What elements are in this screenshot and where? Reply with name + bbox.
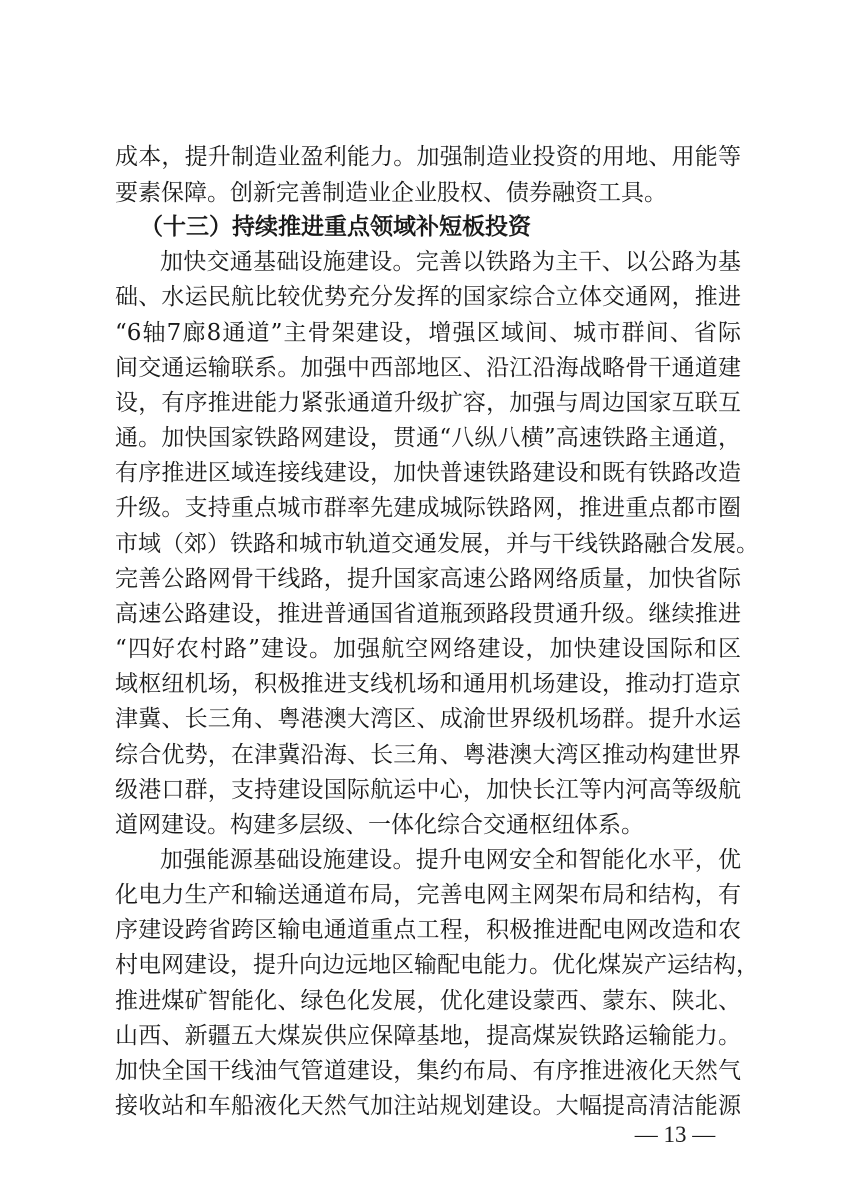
page-number: — 13 — xyxy=(634,1122,716,1147)
text-line: 级港口群，支持建设国际航运中心，加快长江等内河高等级航 xyxy=(115,777,741,803)
text-line: 间交通运输联系。加强中西部地区、沿江沿海战略骨干通道建 xyxy=(115,355,741,381)
text-line: 津冀、长三角、粤港澳大湾区、成渝世界级机场群。提升水运 xyxy=(115,706,741,732)
text-line: 设，有序推进能力紧张通道升级扩容，加强与周边国家互联互 xyxy=(115,390,741,416)
text-line: 加快交通基础设施建设。完善以铁路为主干、以公路为基 xyxy=(160,249,741,275)
text-line: 化电力生产和输送通道布局，完善电网主网架布局和结构，有 xyxy=(115,882,741,908)
text-line: 通。加快国家铁路网建设，贯通“八纵八横”高速铁路主通道， xyxy=(115,425,741,451)
text-line: 山西、新疆五大煤炭供应保障基地，提高煤炭铁路运输能力。 xyxy=(115,1023,741,1049)
text-line: 础、水运民航比较优势充分发挥的国家综合立体交通网，推进 xyxy=(115,284,741,310)
text-line: 成本，提升制造业盈利能力。加强制造业投资的用地、用能等 xyxy=(115,144,741,170)
text-line: 有序推进区域连接线建设，加快普速铁路建设和既有铁路改造 xyxy=(115,460,741,486)
text-line: 加快全国干线油气管道建设，集约布局、有序推进液化天然气 xyxy=(115,1058,741,1084)
text-line: 序建设跨省跨区输电通道重点工程，积极推进配电网改造和农 xyxy=(115,917,741,943)
text-line: 加强能源基础设施建设。提升电网安全和智能化水平，优 xyxy=(160,847,741,873)
text-line: 高速公路建设，推进普通国省道瓶颈路段贯通升级。继续推进 xyxy=(115,601,741,627)
text-line: “6轴7廊8通道”主骨架建设，增强区域间、城市群间、省际 xyxy=(115,320,741,346)
text-line: “四好农村路”建设。加强航空网络建设，加快建设国际和区 xyxy=(115,636,741,662)
text-line: 升级。支持重点城市群率先建成城际铁路网，推进重点都市圈 xyxy=(115,495,741,521)
text-line: 推进煤矿智能化、绿色化发展，优化建设蒙西、蒙东、陕北、 xyxy=(115,988,741,1014)
text-line: 接收站和车船液化天然气加注站规划建设。大幅提高清洁能源 xyxy=(115,1093,741,1119)
text-line: 域枢纽机场，积极推进支线机场和通用机场建设，推动打造京 xyxy=(115,671,741,697)
text-line: 市域（郊）铁路和城市轨道交通发展，并与干线铁路融合发展。 xyxy=(115,531,759,557)
text-line: 村电网建设，提升向边远地区输配电能力。优化煤炭产运结构， xyxy=(115,952,759,978)
text-line: 要素保障。创新完善制造业企业股权、债券融资工具。 xyxy=(115,180,667,206)
text-line: 道网建设。构建多层级、一体化综合交通枢纽体系。 xyxy=(115,812,644,838)
text-line: 完善公路网骨干线路，提升国家高速公路网络质量，加快省际 xyxy=(115,566,741,592)
section-heading: （十三）持续推进重点领域补短板投资 xyxy=(140,213,531,240)
text-line: 综合优势，在津冀沿海、长三角、粤港澳大湾区推动构建世界 xyxy=(115,742,741,768)
